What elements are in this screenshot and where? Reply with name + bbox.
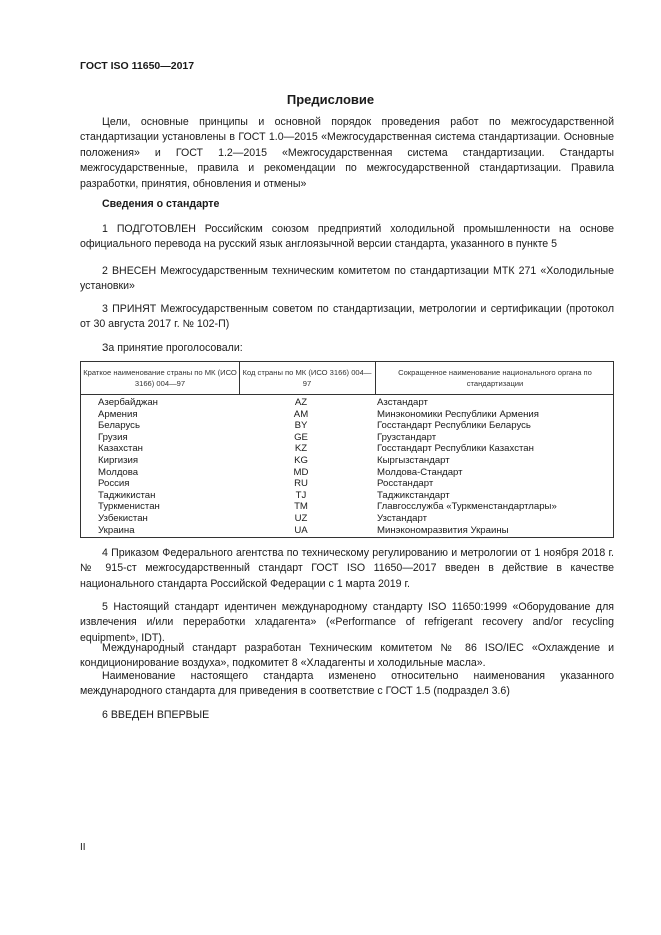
country-code-cell: TJ — [295, 489, 307, 501]
item-5-international-paragraph: Международный стандарт разработан Техническим комитетом № 86 ISO/IEC «Охлаждение и кондиционирование воздуха», подкомитет 8 «Хладагенты и холодильные масла». — [80, 642, 614, 670]
item-4-paragraph: 4 Приказом Федерального агентства по техническому регулированию и метрологии от 1 ноября 2018 г. № 915-ст межгосударственный стандарт ГОСТ ISO 11650—2017 введен в действие в качестве национального стандарта Российской Федерации с 1 марта 2019 г. — [80, 547, 614, 590]
country-name-cell: Туркменистан — [98, 501, 160, 513]
info-heading: Сведения о стандарте — [102, 198, 220, 210]
table-row — [81, 513, 613, 525]
table-row — [81, 467, 613, 479]
country-code-cell: MD — [293, 466, 309, 478]
item-5-name-change-paragraph: Наименование настоящего стандарта изменено относительно наименования указанного международного стандарта для приведения в соответствие с ГОСТ 1.5 (подраздел 3.6) — [80, 670, 614, 698]
country-code-cell: KZ — [294, 443, 308, 455]
country-code-cell: TM — [294, 501, 308, 513]
standards-body-cell: Молдова-Стандарт — [377, 466, 463, 478]
table-row — [81, 455, 613, 467]
table-row — [81, 525, 613, 537]
page-title: Предисловие — [286, 92, 375, 107]
table-row — [81, 397, 613, 409]
table-row — [81, 409, 613, 421]
table-header-code: Код страны по МК (ИСО 3166) 004—97 — [242, 368, 372, 388]
document-code-header: ГОСТ ISO 11650—2017 — [80, 60, 195, 72]
country-name-cell: Азербайджан — [98, 397, 158, 408]
standards-body-cell: Главгосслужба «Туркменстандартлары» — [377, 501, 557, 513]
country-code-cell: RU — [294, 478, 308, 490]
country-name-cell: Молдова — [98, 466, 139, 478]
table-row — [81, 501, 613, 513]
country-code-cell: BY — [294, 420, 308, 432]
page-number: II — [80, 842, 86, 853]
item-2-paragraph: 2 ВНЕСЕН Межгосударственным техническим комитетом по стандартизации МТК 271 «Холодильные установки» — [80, 265, 614, 293]
standards-body-cell: Грузстандарт — [377, 431, 437, 443]
voted-label: За принятие проголосовали: — [102, 342, 243, 354]
table-row — [81, 420, 613, 432]
column-divider — [239, 362, 240, 394]
country-code-cell: GE — [294, 431, 308, 443]
table-header — [81, 362, 613, 395]
table-row — [81, 490, 613, 502]
country-name-cell: Россия — [98, 478, 130, 490]
standards-body-cell: Узстандарт — [377, 512, 428, 524]
standards-body-cell: Росстандарт — [377, 478, 434, 490]
country-name-cell: Украина — [98, 524, 135, 536]
standards-body-cell: Минэкономразвития Украины — [377, 524, 509, 536]
standards-body-cell: Госстандарт Республики Беларусь — [377, 420, 531, 432]
standards-body-cell: Азстандарт — [377, 397, 428, 408]
standards-body-cell: Госстандарт Республики Казахстан — [377, 443, 534, 455]
country-name-cell: Таджикистан — [98, 489, 156, 501]
table-header-body: Сокращенное наименование национального органа по стандартизации — [398, 368, 592, 388]
country-name-cell: Казахстан — [98, 443, 143, 455]
country-code-cell: KG — [294, 454, 308, 466]
item-1-paragraph: 1 ПОДГОТОВЛЕН Российским союзом предприятий холодильной промышленности на основе официального перевода на русский язык англоязычной версии стандарта, указанного в пункте 5 — [80, 223, 614, 251]
country-code-cell: AZ — [294, 397, 308, 408]
countries-table — [80, 361, 614, 538]
intro-paragraph: Цели, основные принципы и основной порядок проведения работ по межгосударственной стандартизации установлены в ГОСТ 1.0—2015 «Межгосударственная система стандартизации. Основные положения» и ГОСТ 1.2—2015 «Межгосударственная система стандартизации. Стандарты межгосударственные, правила и рекомендации по межгосударственной стандартизации. Правила разработки, принятия, обновления и отмены» — [80, 116, 614, 190]
country-name-cell: Армения — [98, 408, 138, 420]
table-row — [81, 432, 613, 444]
table-body — [81, 397, 613, 536]
item-3-paragraph: 3 ПРИНЯТ Межгосударственным советом по стандартизации, метрологии и сертификации (протокол от 30 августа 2017 г. № 102-П) — [80, 303, 614, 331]
standards-body-cell: Кыргызстандарт — [377, 454, 450, 466]
country-code-cell: UZ — [294, 512, 308, 524]
country-code-cell: AM — [293, 408, 309, 420]
country-name-cell: Беларусь — [98, 420, 140, 432]
country-name-cell: Грузия — [98, 431, 128, 443]
standards-body-cell: Минэкономики Республики Армения — [377, 408, 539, 420]
standards-body-cell: Таджикстандарт — [377, 489, 450, 501]
country-name-cell: Узбекистан — [98, 512, 148, 524]
table-header-country: Краткое наименование страны по МК (ИСО 3166) 004—97 — [83, 368, 237, 388]
table-row — [81, 478, 613, 490]
item-5-paragraph: 5 Настоящий стандарт идентичен международному стандарту ISO 11650:1999 «Оборудование для извлечения и/или переработки хладагента» («Performance of refrigerant recovery and/or recycling equipment», IDT). — [80, 601, 614, 644]
column-divider — [375, 362, 376, 394]
table-row — [81, 443, 613, 455]
country-code-cell: UA — [294, 524, 308, 536]
item-6-paragraph: 6 ВВЕДЕН ВПЕРВЫЕ — [102, 709, 210, 721]
country-name-cell: Киргизия — [98, 454, 139, 466]
